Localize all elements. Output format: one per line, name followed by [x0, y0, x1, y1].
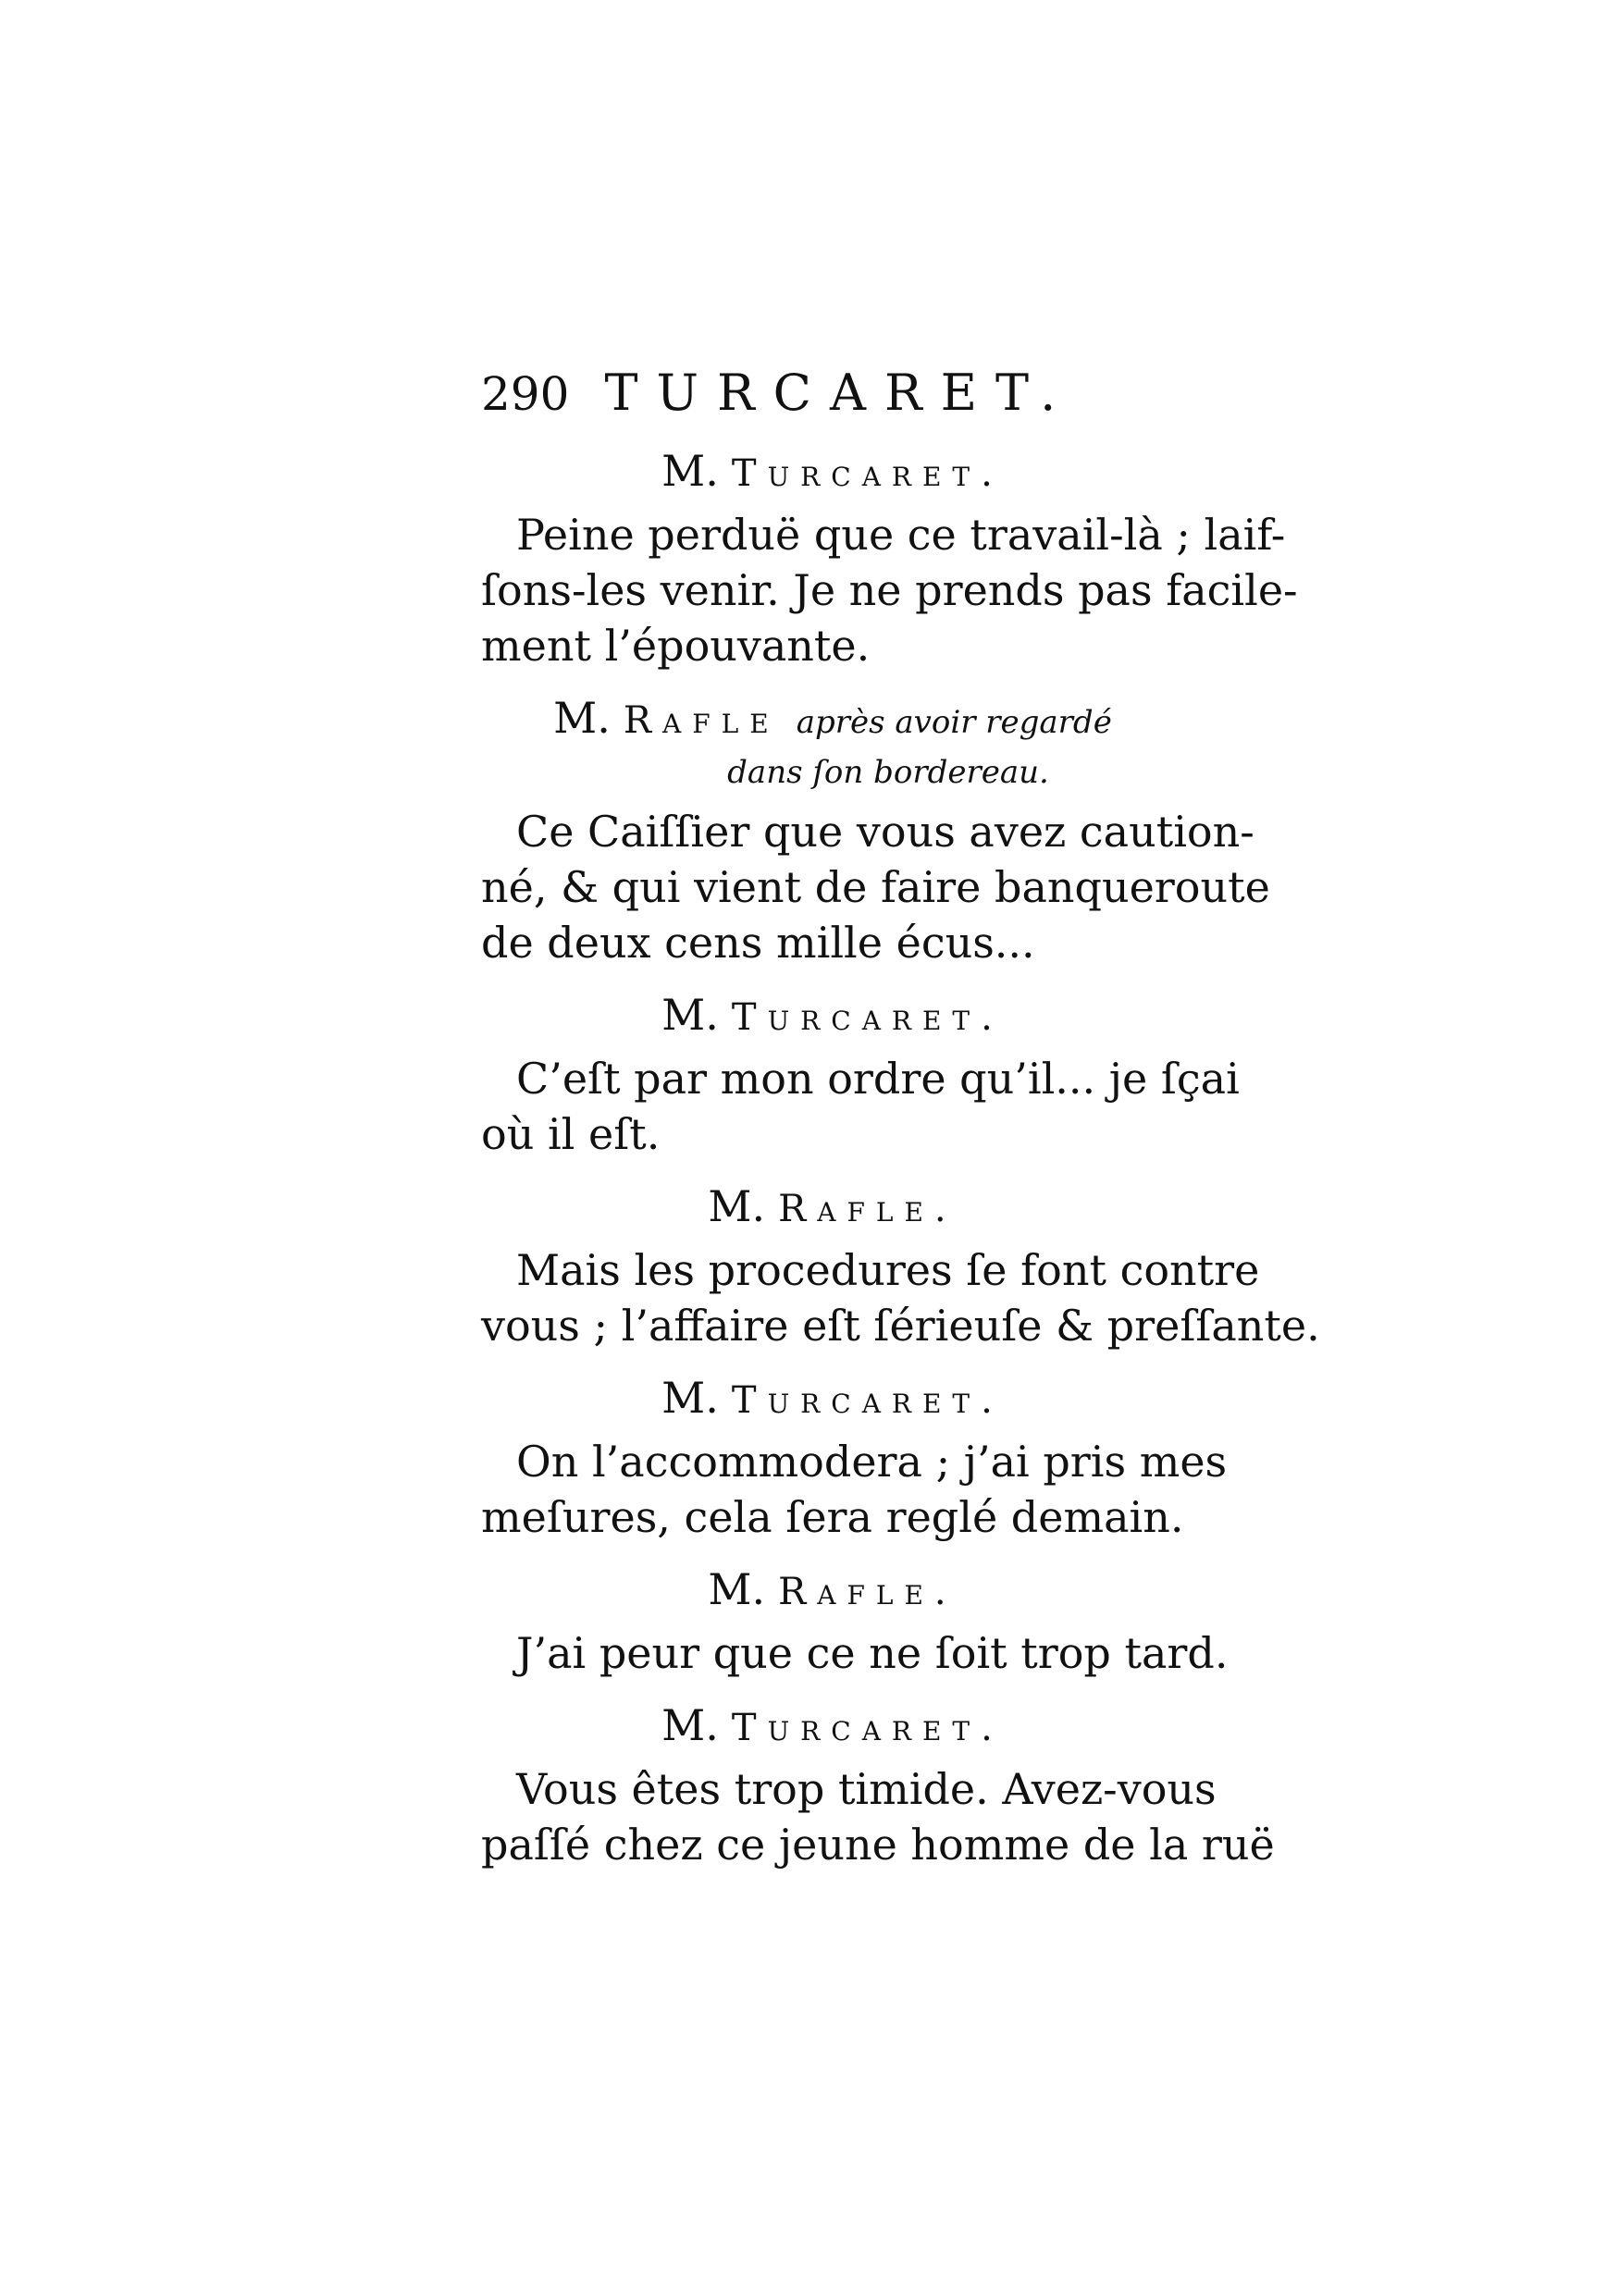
speech-line: Ce Caiſſier que vous avez caution- — [516, 807, 1254, 857]
speaker-heading — [481, 443, 1184, 501]
speaker-prefix: M. — [661, 446, 719, 496]
speech-line: vous ; l’affaire eſt ſérieuſe & preſſante. — [481, 1301, 1320, 1351]
speaker-name: Turcaret. — [731, 996, 1004, 1039]
speaker-prefix: M. — [661, 1700, 719, 1750]
speech-line: né, & qui vient de faire banqueroute — [481, 862, 1270, 912]
page-number: 290 — [481, 367, 570, 421]
speech — [481, 804, 1270, 970]
speech-line: où il eſt. — [481, 1109, 661, 1159]
speech-line: Mais les procedures ſe font contre — [516, 1245, 1260, 1295]
speaker-prefix: M. — [661, 1373, 719, 1423]
speaker-name: Turcaret. — [731, 1379, 1004, 1422]
speaker-heading — [481, 1697, 1184, 1756]
running-head — [481, 361, 1184, 426]
speech-line: C’eſt par mon ordre qu’il... je ſçai — [516, 1054, 1240, 1104]
speech-line: meſures, cela ſera reglé demain. — [481, 1492, 1184, 1542]
speaker-name: Turcaret. — [731, 452, 1004, 495]
speech — [481, 1434, 1228, 1545]
speaker-name: Rafle — [623, 699, 780, 742]
speech-line: ment l’épouvante. — [481, 621, 871, 671]
speaker-prefix: M. — [661, 990, 719, 1040]
text-block — [481, 361, 1320, 1872]
speaker-heading — [481, 1179, 1184, 1237]
speaker-prefix: M. — [708, 1564, 766, 1614]
speech — [481, 507, 1298, 673]
speaker-heading — [481, 690, 1184, 750]
speaker-name: Rafle. — [778, 1571, 958, 1613]
running-title: TURCARET. — [604, 364, 1075, 422]
speech — [481, 1625, 1229, 1681]
speech-line: paſſé chez ce jeune homme de la ruë — [481, 1820, 1275, 1870]
stage-direction-continued: dans ſon bordereau. — [727, 754, 1049, 791]
speech-line: ſons-les venir. Je ne prends pas facile- — [481, 565, 1298, 615]
speech-line: J’ai peur que ce ne ſoit trop tard. — [516, 1628, 1229, 1678]
speech — [481, 1761, 1275, 1872]
speaker-prefix: M. — [708, 1181, 766, 1231]
speaker-name: Turcaret. — [731, 1707, 1004, 1749]
speaker-heading — [481, 1370, 1184, 1428]
speaker-heading — [481, 1562, 1184, 1620]
speaker-prefix: M. — [553, 693, 611, 743]
speech — [481, 1051, 1240, 1162]
stage-direction: après avoir regardé — [796, 704, 1112, 741]
speech-line: de deux cens mille écus... — [481, 918, 1035, 968]
speech-line: Vous êtes trop timide. Avez-vous — [516, 1764, 1217, 1814]
speaker-name: Rafle. — [778, 1188, 958, 1230]
speaker-heading — [481, 987, 1184, 1045]
speech-line: Peine perduë que ce travail-là ; laif- — [516, 510, 1286, 560]
speech — [481, 1242, 1320, 1353]
speech-line: On l’accommodera ; j’ai pris mes — [516, 1437, 1228, 1487]
